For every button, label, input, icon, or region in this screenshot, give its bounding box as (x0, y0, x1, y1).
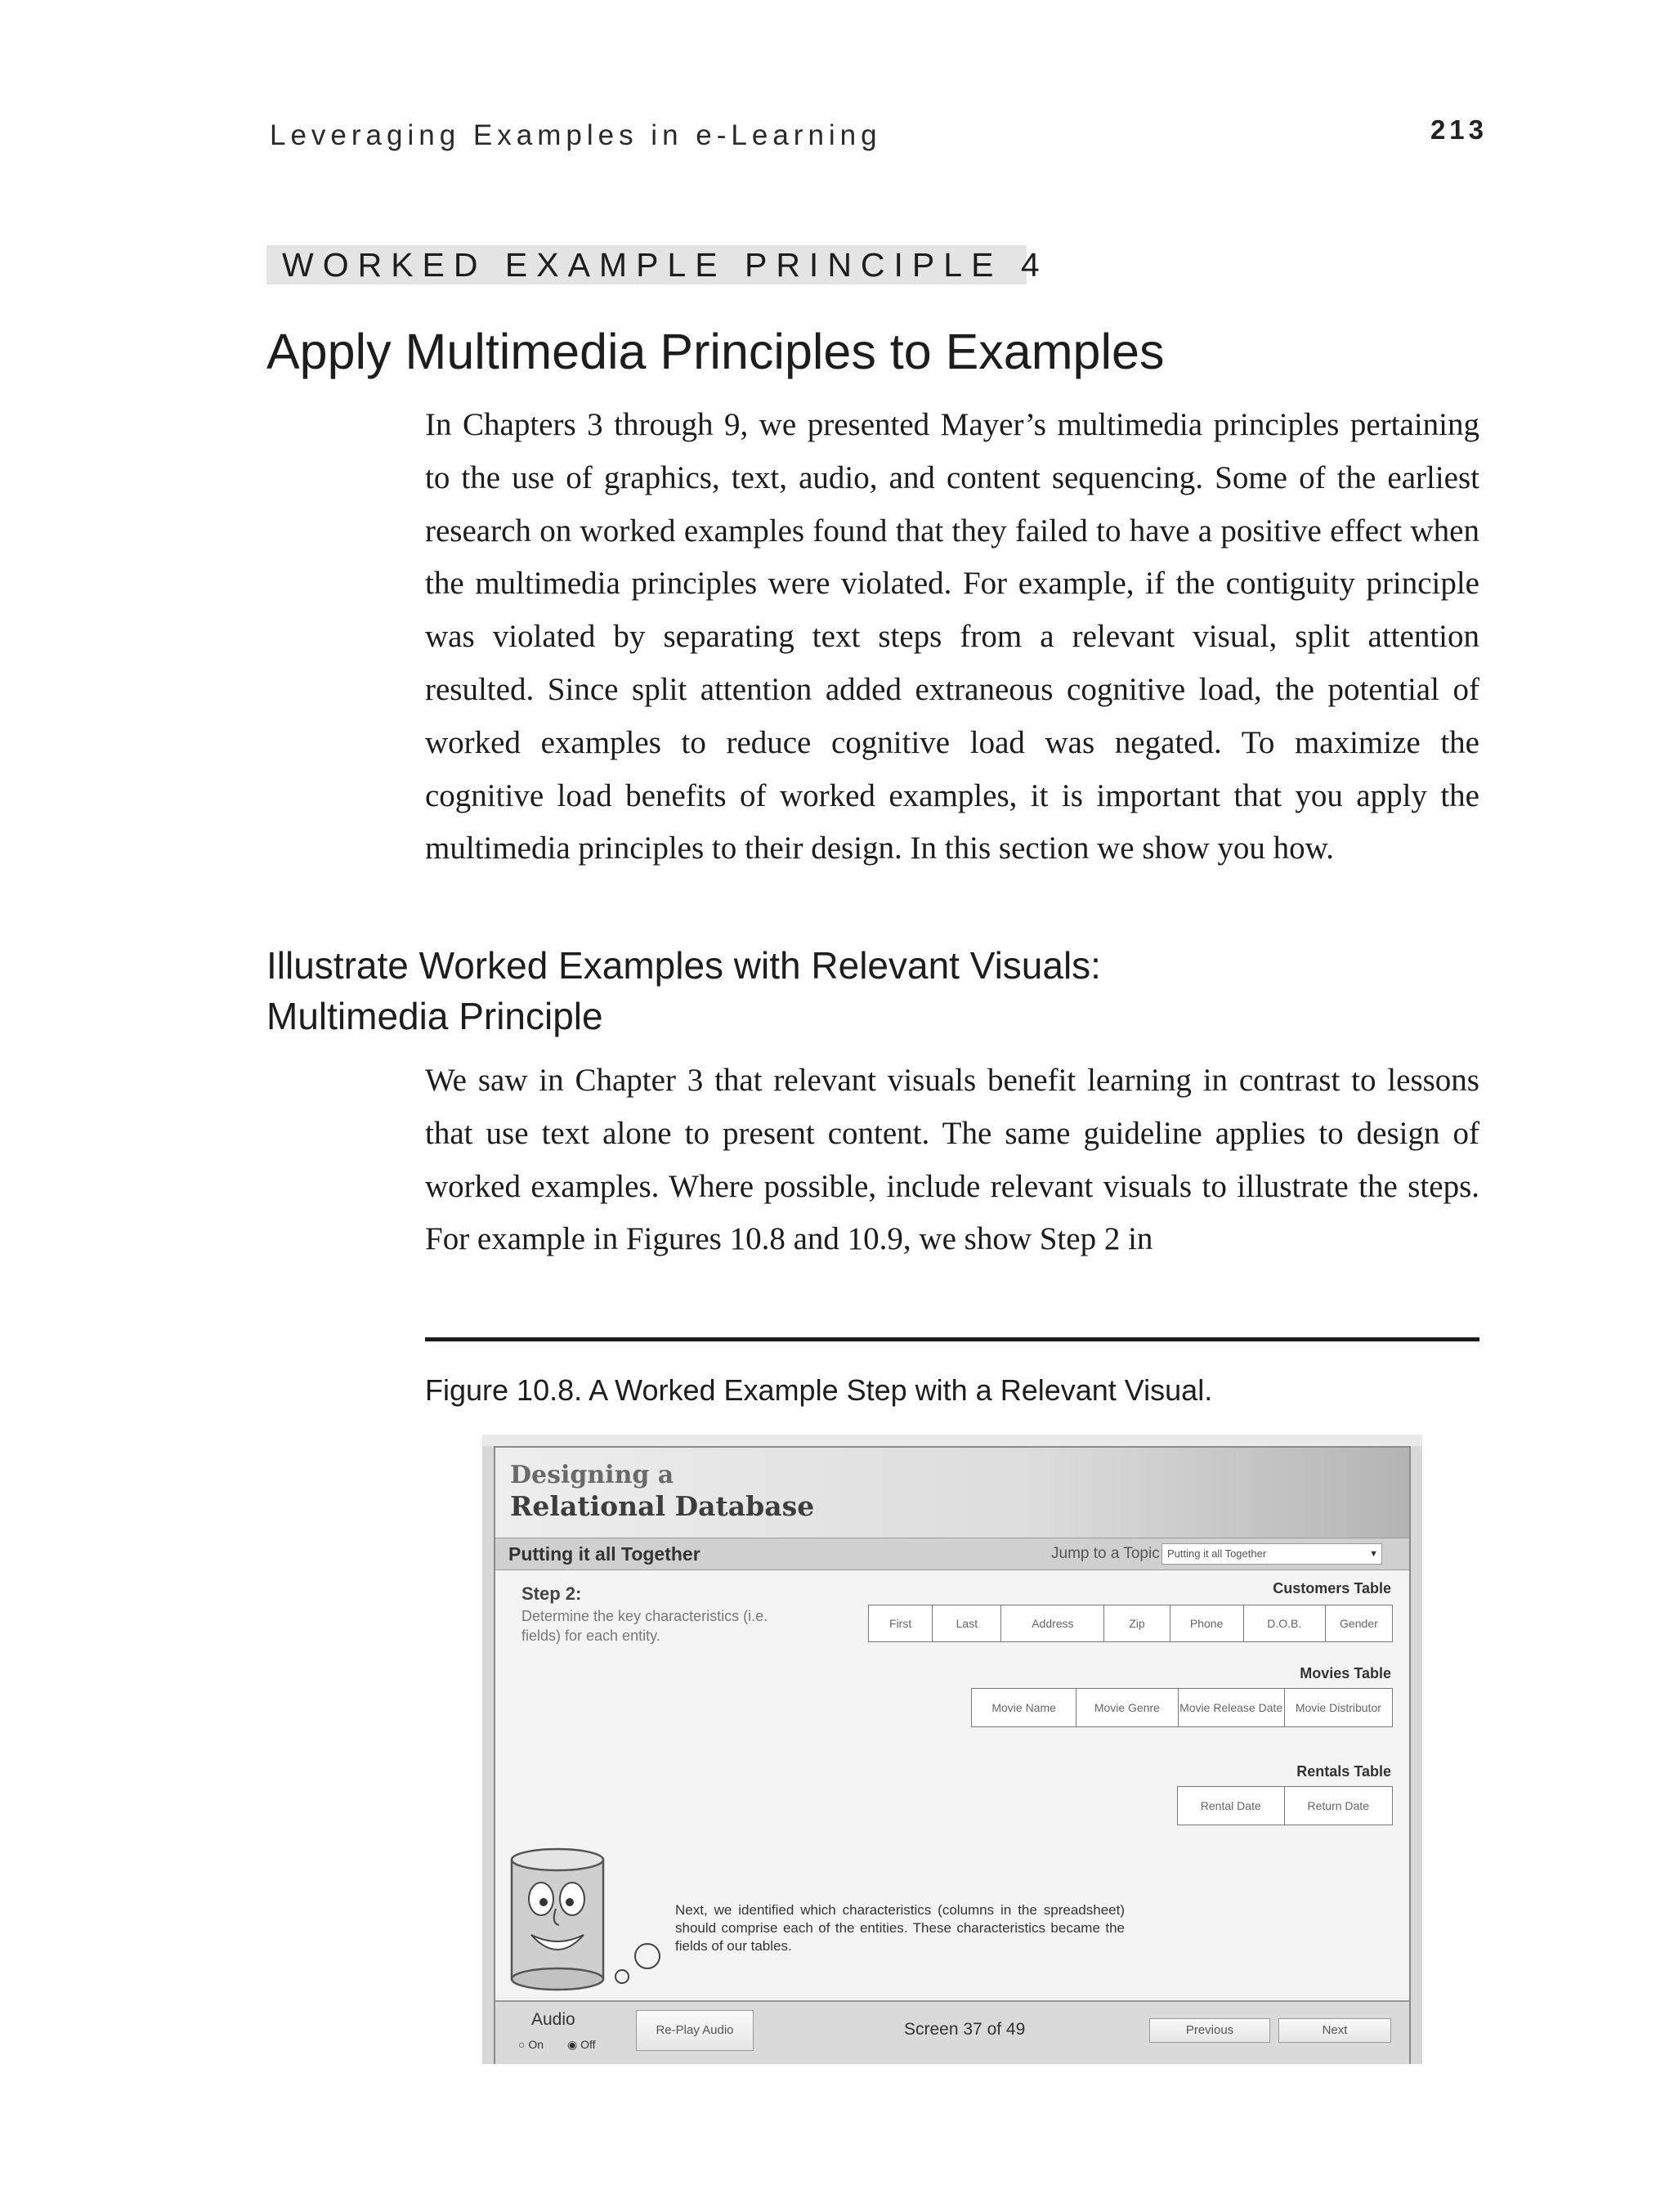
field-cell: Return Date (1307, 1799, 1369, 1812)
rentals-table-title: Rentals Table (1296, 1763, 1391, 1780)
lesson-footer (495, 2000, 1409, 2064)
topic-select[interactable] (1162, 1543, 1382, 1565)
screen-counter: Screen 37 of 49 (904, 2020, 1026, 2039)
chevron-down-icon: ▼ (1369, 1549, 1378, 1559)
lesson-header (495, 1448, 1409, 1538)
movies-table-title: Movies Table (1300, 1665, 1391, 1681)
explanation-text: Next, we identified which characteristics (columns in the spreadsheet) should comprise each of the entities. These characteristics became the fields of our tables. (675, 1902, 1125, 1954)
sub-heading-line-1: Illustrate Worked Examples with Relevant Visuals: (266, 944, 1101, 987)
audio-off-option[interactable] (567, 2038, 596, 2052)
audio-on-label: On (528, 2038, 544, 2051)
topic-select-value: Putting it all Together (1167, 1547, 1267, 1560)
principle-label: WORKED EXAMPLE PRINCIPLE 4 (282, 246, 1049, 284)
browser-address-bar (482, 1435, 1422, 1446)
lesson-title-line-2: Relational Database (510, 1490, 815, 1522)
field-cell: Movie Name (972, 1689, 1076, 1726)
field-cell: Movie Genre (1076, 1689, 1178, 1726)
figure-rule (425, 1337, 1479, 1341)
jump-to-topic-label: Jump to a Topic (1051, 1545, 1160, 1562)
sub-heading-line-2: Multimedia Principle (266, 995, 603, 1037)
previous-button[interactable]: Previous (1149, 2018, 1270, 2043)
body-paragraph-2: We saw in Chapter 3 that relevant visuals benefit learning in contrast to lessons that use text alone to present content. The same guideline applies to design of worked examples. Where possible, include relevant visuals to illustrate the steps. For example in Figures 10.8 and 10.9, we show Step 2 in (425, 1063, 1479, 1257)
field-cell: First (869, 1605, 933, 1641)
field-cell: Last (933, 1605, 1001, 1641)
running-head: Leveraging Examples in e-Learning (270, 119, 882, 151)
sub-heading (266, 940, 1101, 1041)
radio-checked-icon: ◉ (567, 2038, 578, 2051)
figure-caption: Figure 10.8. A Worked Example Step with a Relevant Visual. (425, 1373, 1213, 1407)
audio-off-label: Off (580, 2038, 596, 2051)
topic-bar (495, 1538, 1409, 1570)
section-heading: Apply Multimedia Principles to Examples (266, 324, 1165, 379)
field-cell: Phone (1170, 1605, 1244, 1641)
replay-audio-button[interactable]: Re-Play Audio (636, 2010, 754, 2051)
field-cell: Zip (1104, 1605, 1170, 1641)
customers-table-title: Customers Table (1273, 1580, 1391, 1596)
topic-title: Putting it all Together (508, 1543, 700, 1565)
field-cell: Movie Release Date (1179, 1689, 1285, 1726)
page-number: 213 (1430, 114, 1488, 145)
thought-bubble-dot-small (615, 1969, 629, 1984)
lesson-window (494, 1446, 1411, 2064)
field-cell: Gender (1340, 1617, 1378, 1630)
audio-on-option[interactable] (518, 2038, 544, 2051)
body-paragraph-1: In Chapters 3 through 9, we presented Mayer’s multimedia principles pertaining to the use of graphics, text, audio, and content sequencing. Some of the earliest research on worked examples found that they failed to have a positive effect when the multimedia principles were violated. For example, if the contiguity principle was violated by separating text steps from a relevant visual, split attention resulted. Since split attention added extraneous cognitive load, the potential of worked examples to reduce cognitive load was negated. To maximize the cognitive load benefits of worked examples, it is important that you apply the multimedia principles to their design. In this section we show you how. (425, 407, 1479, 866)
step-label: Step 2: (521, 1583, 582, 1604)
rentals-table (1177, 1786, 1393, 1825)
field-cell: Address (1001, 1605, 1104, 1641)
thought-bubble-dot-large (634, 1943, 660, 1969)
lesson-title-line-1: Designing a (510, 1461, 674, 1489)
audio-label: Audio (531, 2010, 575, 2029)
database-character (507, 1845, 608, 1992)
field-cell: Rental Date (1178, 1787, 1285, 1825)
figure-screenshot (482, 1435, 1422, 2064)
lesson-content (495, 1570, 1409, 1995)
movies-table (971, 1688, 1393, 1727)
next-button[interactable]: Next (1278, 2018, 1391, 2043)
customers-table (868, 1605, 1393, 1642)
radio-unchecked-icon: ○ (518, 2038, 526, 2051)
field-cell: D.O.B. (1244, 1605, 1326, 1641)
step-description: Determine the key characteristics (i.e. fields) for each entity. (521, 1608, 768, 1644)
field-cell: Movie Distributor (1295, 1701, 1381, 1714)
